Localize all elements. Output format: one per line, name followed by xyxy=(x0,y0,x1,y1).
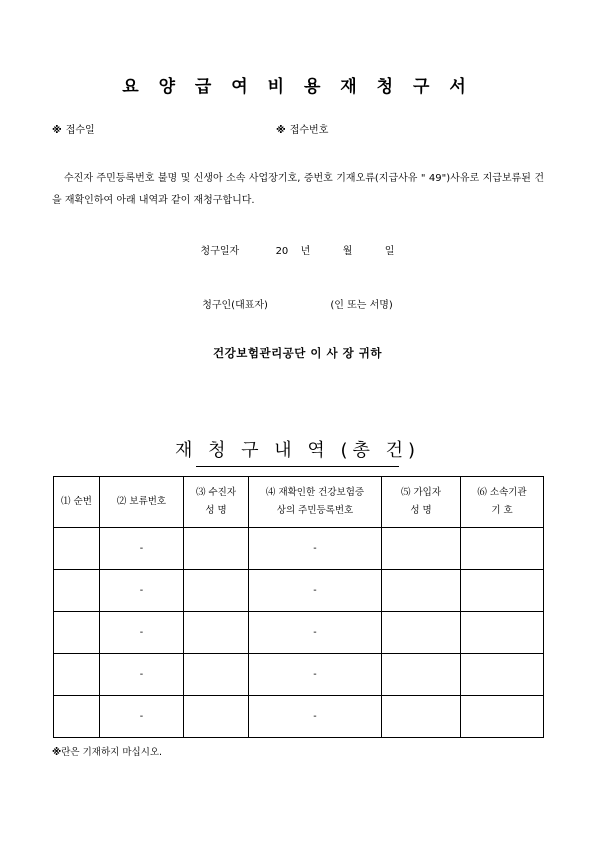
header-org-code: ⑹ 소속기관 기 호 xyxy=(461,477,544,528)
cell-verified-rrn[interactable]: - xyxy=(249,696,382,738)
claim-year-unit: 년 xyxy=(300,246,311,257)
reclaim-detail-table xyxy=(53,476,544,738)
claimant-sign-hint[interactable]: (인 또는 서명) xyxy=(330,300,393,311)
cell-hold-number[interactable]: - xyxy=(100,696,184,738)
footnote xyxy=(52,744,162,758)
cell-org-code[interactable] xyxy=(461,654,544,696)
cell-sequence[interactable] xyxy=(54,570,100,612)
reception-number-label: 접수번호 xyxy=(289,125,329,136)
cell-sequence[interactable] xyxy=(54,696,100,738)
footnote-text: 란은 기재하지 마십시오. xyxy=(61,747,163,758)
cell-subscriber-name[interactable] xyxy=(382,654,461,696)
table-header-row xyxy=(54,477,544,528)
cell-subscriber-name[interactable] xyxy=(382,570,461,612)
cell-verified-rrn[interactable]: - xyxy=(249,612,382,654)
asterisk-mark-icon: ※ xyxy=(276,125,286,136)
cell-patient-name[interactable] xyxy=(184,528,249,570)
header-sequence: ⑴ 순번 xyxy=(54,477,100,528)
cell-hold-number[interactable]: - xyxy=(100,612,184,654)
cell-hold-number[interactable]: - xyxy=(100,570,184,612)
cell-hold-number[interactable]: - xyxy=(100,654,184,696)
claimant-line xyxy=(0,296,595,311)
cell-patient-name[interactable] xyxy=(184,696,249,738)
reception-date-field[interactable] xyxy=(52,121,95,136)
table-row xyxy=(54,696,544,738)
cell-subscriber-name[interactable] xyxy=(382,696,461,738)
header-verified-rrn: ⑷ 재확인한 건강보험증 상의 주민등록번호 xyxy=(249,477,382,528)
reception-number-field[interactable] xyxy=(276,121,328,136)
cell-org-code[interactable] xyxy=(461,612,544,654)
cell-sequence[interactable] xyxy=(54,612,100,654)
cell-patient-name[interactable] xyxy=(184,570,249,612)
cell-hold-number[interactable]: - xyxy=(100,528,184,570)
claim-day-unit: 일 xyxy=(384,246,395,257)
cell-patient-name[interactable] xyxy=(184,654,249,696)
claim-year-value[interactable]: 20 xyxy=(275,246,289,257)
form-title: 요 양 급 여 비 용 재 청 구 서 xyxy=(122,77,473,97)
cell-verified-rrn[interactable]: - xyxy=(249,528,382,570)
claimant-label: 청구인(대표자) xyxy=(202,300,268,311)
request-body-text xyxy=(52,168,544,212)
claim-date-line xyxy=(0,242,595,257)
cell-sequence[interactable] xyxy=(54,654,100,696)
detail-section-title: 재 청 구 내 역 (총 건) xyxy=(174,440,421,461)
cell-org-code[interactable] xyxy=(461,696,544,738)
cell-verified-rrn[interactable]: - xyxy=(249,654,382,696)
header-subscriber-name: ⑸ 가입자 성 명 xyxy=(382,477,461,528)
asterisk-mark-icon: ※ xyxy=(52,747,62,758)
table-row xyxy=(54,570,544,612)
table-row xyxy=(54,528,544,570)
cell-org-code[interactable] xyxy=(461,570,544,612)
detail-title-underline xyxy=(196,466,399,467)
header-patient-name: ⑶ 수진자 성 명 xyxy=(184,477,249,528)
header-hold-number: ⑵ 보류번호 xyxy=(100,477,184,528)
cell-subscriber-name[interactable] xyxy=(382,528,461,570)
reception-date-label: 접수일 xyxy=(65,125,95,136)
body-text-content: 수진자 주민등록번호 불명 및 신생아 소속 사업장기호, 증번호 기재오류(지급사유 " 49")사유로 지급보류된 건을 재확인하여 아래 내역과 같이 재청구합니다. xyxy=(52,173,544,206)
table-row xyxy=(54,654,544,696)
asterisk-mark-icon: ※ xyxy=(52,125,62,136)
table-row xyxy=(54,612,544,654)
cell-sequence[interactable] xyxy=(54,528,100,570)
claim-date-label: 청구일자 xyxy=(200,246,240,257)
cell-subscriber-name[interactable] xyxy=(382,612,461,654)
claim-month-unit: 월 xyxy=(342,246,353,257)
cell-verified-rrn[interactable]: - xyxy=(249,570,382,612)
cell-patient-name[interactable] xyxy=(184,612,249,654)
cell-org-code[interactable] xyxy=(461,528,544,570)
addressee-line: 건강보험관리공단 이 사 장 귀하 xyxy=(213,346,382,360)
